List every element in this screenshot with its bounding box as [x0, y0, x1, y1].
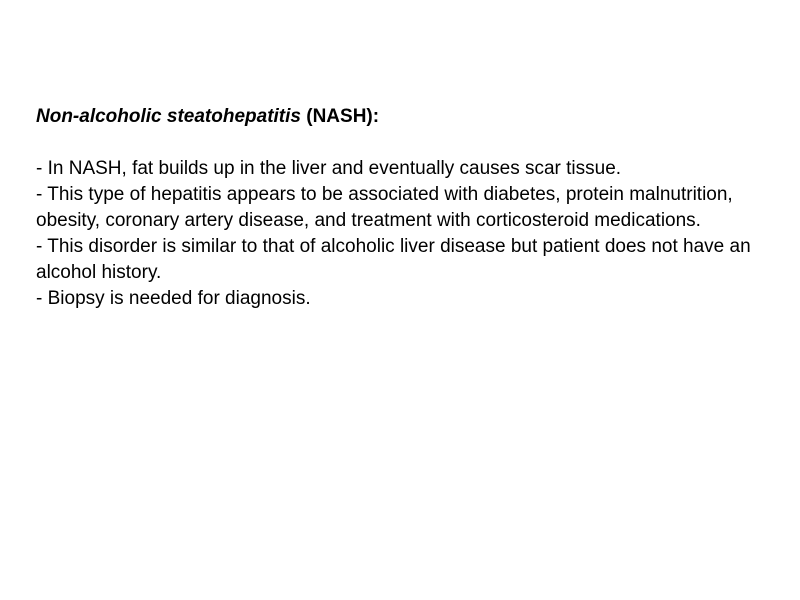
bullet-item: - In NASH, fat builds up in the liver and eventually causes scar tissue.: [36, 158, 622, 179]
heading-term: Non-alcoholic steatohepatitis: [36, 106, 301, 127]
bullet-item: - Biopsy is needed for diagnosis.: [36, 288, 311, 309]
slide-content: [36, 104, 776, 312]
heading-abbreviation: (NASH):: [300, 106, 380, 127]
bullet-item: - This disorder is similar to that of alcoholic liver disease but patient does not have an alcohol history.: [36, 236, 751, 283]
bullet-item: - This type of hepatitis appears to be associated with diabetes, protein malnutrition, obesity, coronary artery disease, and treatment with corticosteroid medications.: [36, 184, 733, 231]
slide-heading: [36, 104, 776, 130]
